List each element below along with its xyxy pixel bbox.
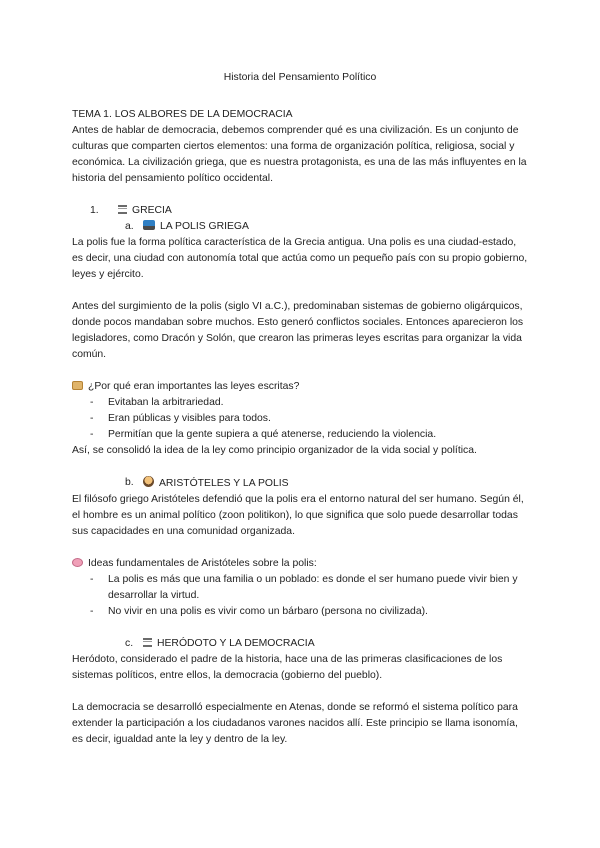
polis-paragraph-2: Antes del surgimiento de la polis (siglo VI a.C.), predominaban sistemas de gobierno oligárquicos, donde pocos mandaban sobre muchos. Esto generó conflictos sociales. Entonces aparecieron los legisladores, como Dracón y Solón, que crearon las primeras leyes escritas para organizar la vida común.	[72, 301, 524, 360]
document-page	[72, 70, 528, 748]
herodoto-paragraph-2: La democracia se desarrolló especialmente en Atenas, donde se reformó el sistema político para extender la participación a los ciudadanos varones nacidos allí. Este principio se llama isonomía, es decir, igualdad ante la ley y dentro de la ley.	[72, 702, 518, 745]
list-item: - La polis es más que una familia o un poblado: es donde el ser humano puede vivir bien y desarrollar la virtud.	[90, 574, 518, 601]
list-item: - No vivir en una polis es vivir como un bárbaro (persona no civilizada).	[90, 606, 428, 617]
intro-paragraph: Antes de hablar de democracia, debemos comprender qué es una civilización. Es un conjunto de culturas que comparten ciertos elementos: una forma de organización política, religiosa, social y económica. La civilización griega, que es nuestra protagonista, es una de las más influyentes en la historia del pensamiento político occidental.	[72, 125, 527, 184]
list-item: - Eran públicas y visibles para todos.	[90, 413, 271, 424]
question-heading	[72, 379, 528, 395]
section-title: GRECIA	[132, 205, 172, 216]
section-number: 1.	[90, 205, 99, 216]
tema-heading: TEMA 1. LOS ALBORES DE LA DEMOCRACIA	[72, 109, 293, 120]
subsection-c-heading	[125, 636, 528, 652]
ideas-heading	[72, 556, 528, 572]
laws-list	[72, 395, 528, 443]
list-item: - Evitaban la arbitrariedad.	[90, 397, 224, 408]
subsection-letter: a.	[125, 221, 134, 232]
ideas-title: Ideas fundamentales de Aristóteles sobre la polis:	[88, 558, 317, 569]
subsection-letter: b.	[125, 477, 134, 488]
subsection-a-heading	[125, 219, 528, 235]
subsection-title: ARISTÓTELES Y LA POLIS	[159, 478, 289, 489]
list-item: - Permitían que la gente supiera a qué atenerse, reduciendo la violencia.	[90, 429, 437, 440]
laws-conclusion: Así, se consolidó la idea de la ley como principio organizador de la vida social y política.	[72, 445, 477, 456]
cityscape-icon	[143, 220, 155, 230]
polis-paragraph-1: La polis fue la forma política característica de la Grecia antigua. Una polis es una ciudad-estado, es decir, una ciudad con autonomía total que actúa como un pequeño país con su propio gobierno, leyes y ejército.	[72, 237, 528, 280]
aristoteles-paragraph: El filósofo griego Aristóteles defendió que la polis era el entorno natural del ser humano. Según él, el hombre es un animal político (zoon politikon), lo que significa que solo puede desarrollar todas sus capacidades en una comunidad organizada.	[72, 494, 524, 537]
subsection-title: HERÓDOTO Y LA DEMOCRACIA	[157, 638, 315, 649]
brain-icon	[72, 558, 83, 567]
question-text: ¿Por qué eran importantes las leyes escritas?	[88, 381, 300, 392]
subsection-title: LA POLIS GRIEGA	[160, 221, 249, 232]
philosopher-face-icon	[143, 476, 154, 487]
ideas-list	[72, 572, 528, 620]
scroll-icon	[72, 381, 83, 390]
subsection-letter: c.	[125, 638, 134, 649]
subsection-b-heading	[125, 475, 528, 492]
herodoto-paragraph-1: Heródoto, considerado el padre de la historia, hace una de las primeras clasificaciones de los sistemas políticos, entre ellos, la democracia (gobierno del pueblo).	[72, 654, 503, 681]
classical-building-icon	[143, 638, 152, 647]
classical-building-icon	[118, 205, 127, 214]
document-title: Historia del Pensamiento Político	[223, 72, 377, 83]
section-grecia-heading	[90, 203, 528, 219]
